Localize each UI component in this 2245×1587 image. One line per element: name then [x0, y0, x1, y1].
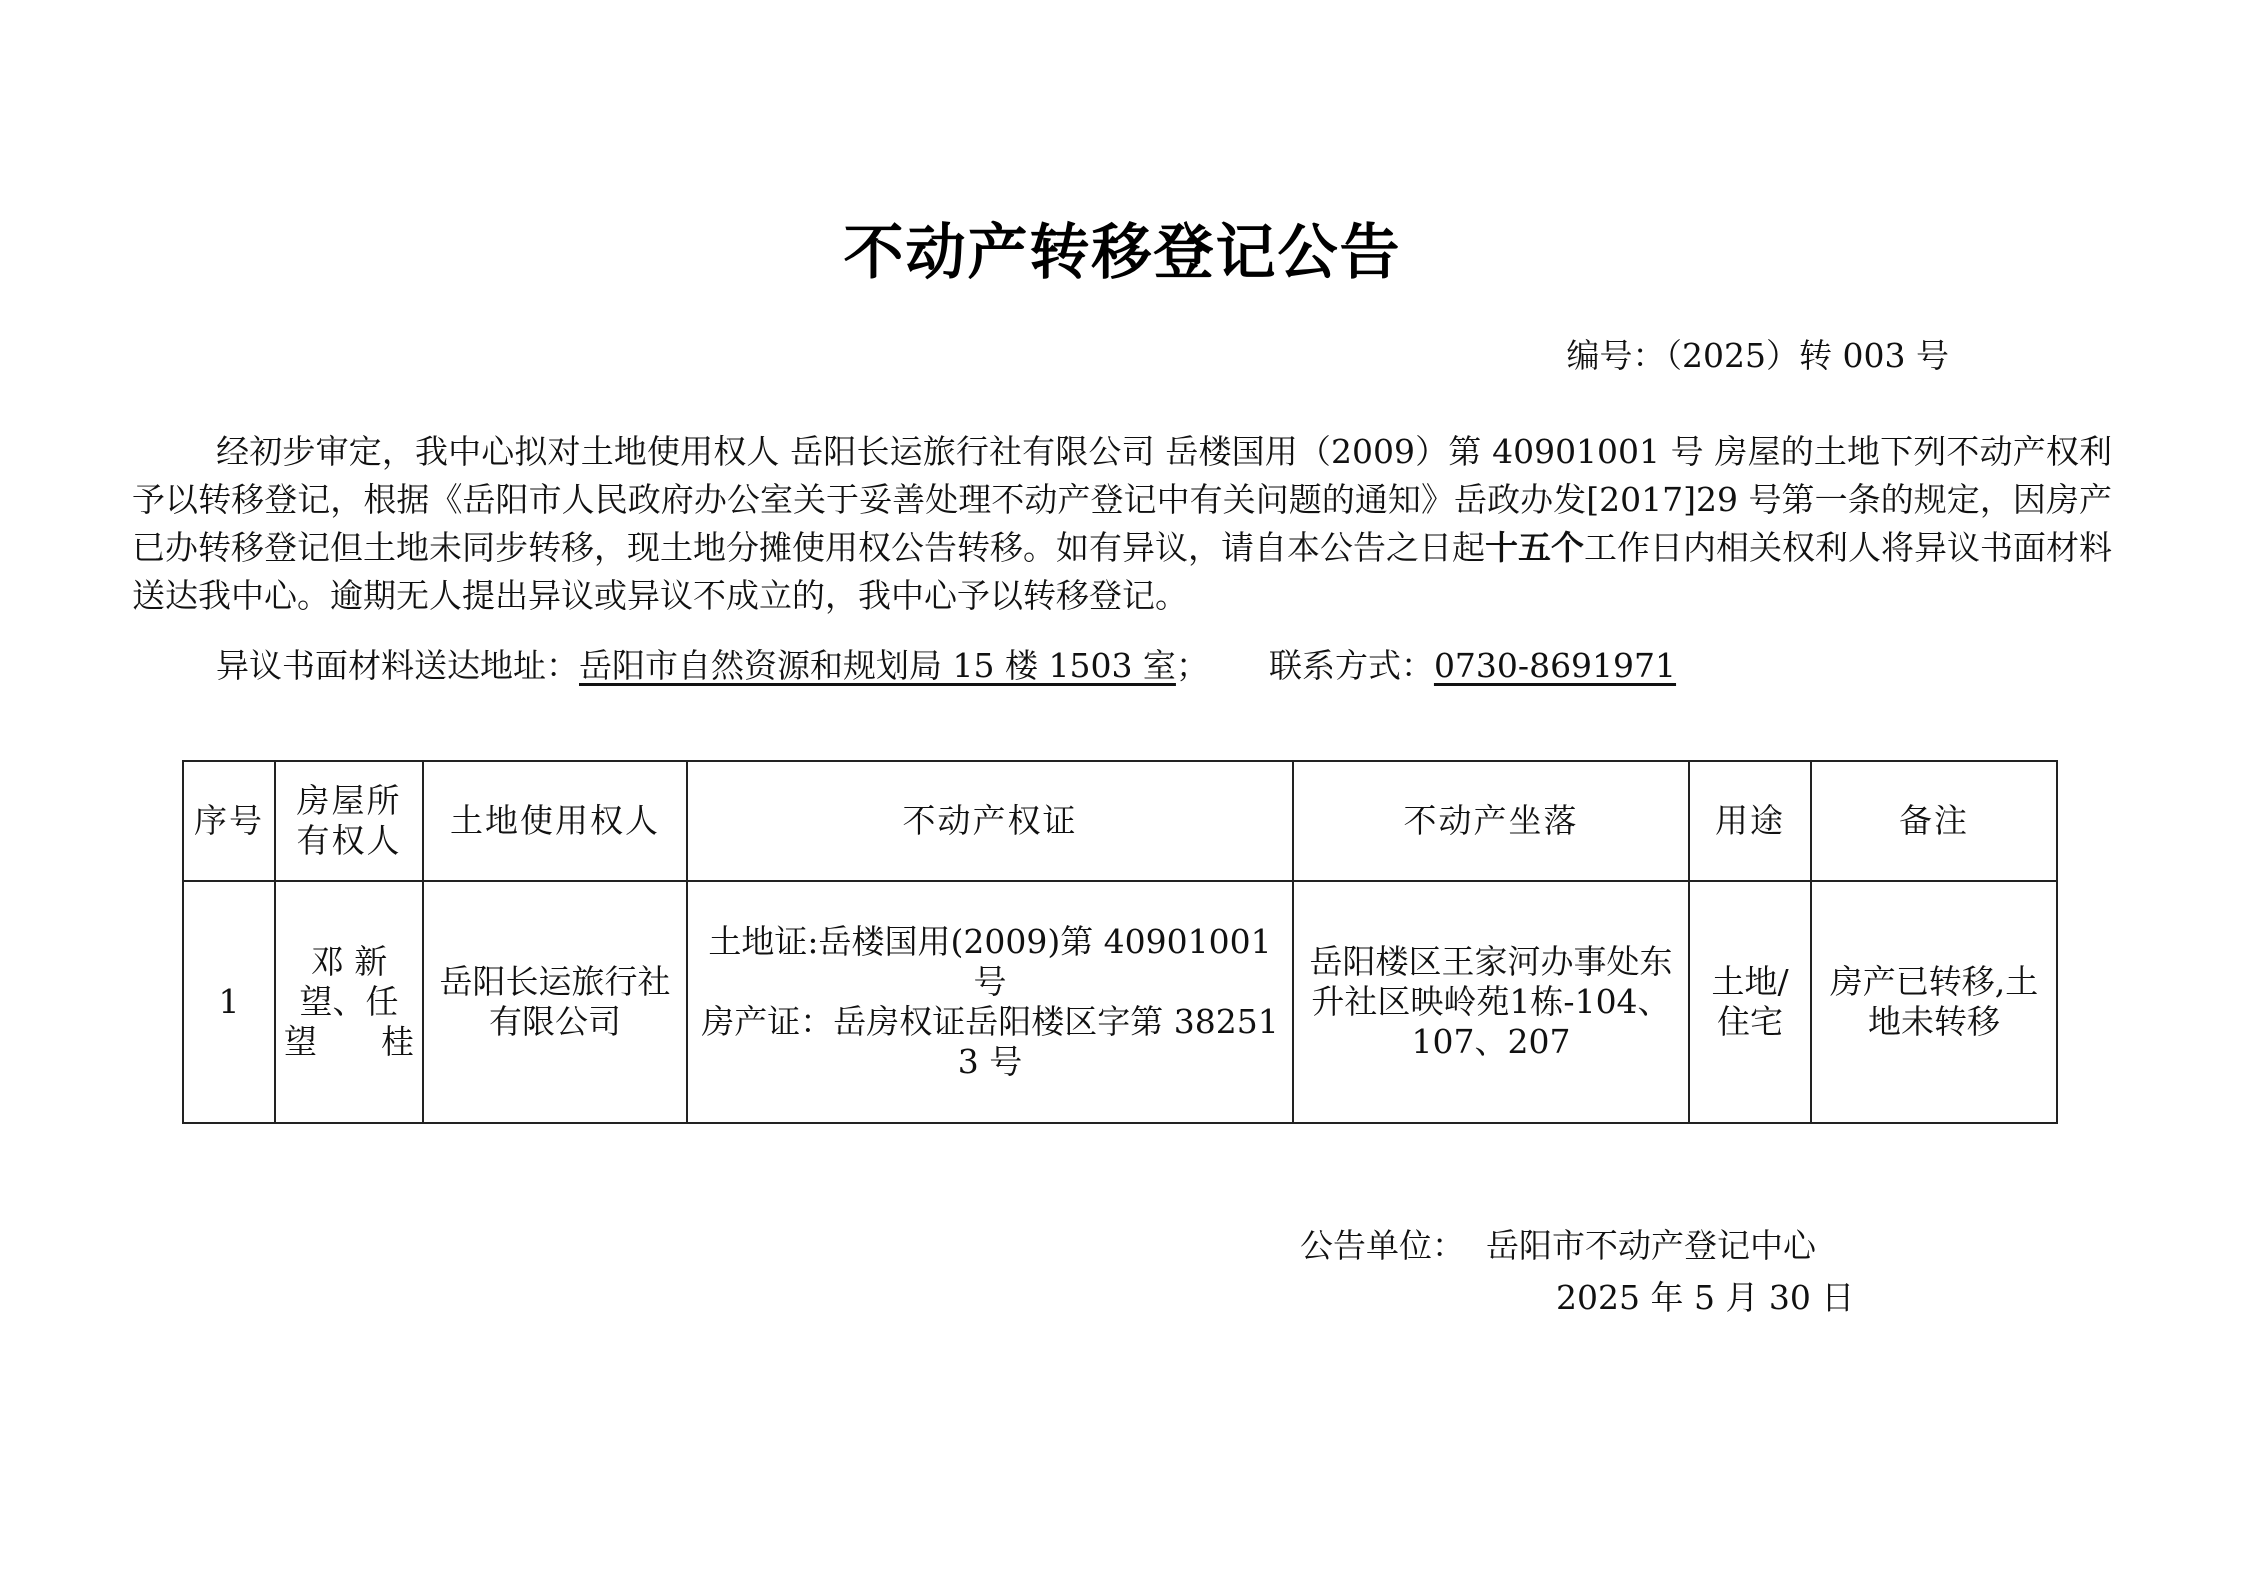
table-header-row	[183, 761, 2057, 881]
header-certificate: 不动产权证	[687, 761, 1293, 881]
cell-house-owner: 邓 新望、任望桂	[275, 881, 423, 1123]
page-title: 不动产转移登记公告	[843, 218, 1402, 288]
notice-body	[132, 428, 2112, 620]
cell-location: 岳阳楼区王家河办事处东升社区映岭苑1栋-104、107、207	[1293, 881, 1689, 1123]
registration-table	[182, 760, 2058, 1124]
issue-date: 2025 年 5 月 30 日	[1556, 1278, 1855, 1317]
issuer-label: 公告单位：	[1300, 1226, 1465, 1265]
table-row	[183, 881, 2057, 1123]
address-label: 异议书面材料送达地址：	[216, 646, 579, 685]
cell-serial: 1	[183, 881, 275, 1123]
cell-certificate	[687, 881, 1293, 1123]
contact-line	[216, 640, 1676, 687]
cell-land-user: 岳阳长运旅行社有限公司	[423, 881, 687, 1123]
phone-label: 联系方式：	[1268, 646, 1434, 685]
header-usage: 用途	[1689, 761, 1811, 881]
certificate-land: 土地证:岳楼国用(2009)第 40901001 号	[708, 922, 1272, 1001]
cell-remark: 房产已转移,土地未转移	[1811, 881, 2057, 1123]
address-separator: ；	[1175, 646, 1209, 685]
header-remark: 备注	[1811, 761, 2057, 881]
phone-value: 0730-8691971	[1433, 646, 1677, 685]
certificate-house: 房产证：岳房权证岳阳楼区字第 382513 号	[701, 1002, 1279, 1081]
header-serial: 序号	[183, 761, 275, 881]
issuer-name: 岳阳市不动产登记中心	[1485, 1226, 1816, 1265]
issuer-line	[1300, 1220, 1816, 1267]
notice-body-part2: 工作日内相关权利人将异议书面材料送达我中心。逾期无人提出异议或异议不成立的，我中心予以转移登记。	[132, 528, 2112, 615]
document-number: 编号：（2025）转 003 号	[1566, 336, 1949, 375]
address-value: 岳阳市自然资源和规划局 15 楼 1503 室	[579, 646, 1176, 685]
header-location: 不动产坐落	[1293, 761, 1689, 881]
cell-usage: 土地/住宅	[1689, 881, 1811, 1123]
header-land-user: 土地使用权人	[423, 761, 687, 881]
notice-deadline: 十五个	[1485, 528, 1584, 567]
notice-body-part1: 经初步审定，我中心拟对土地使用权人 岳阳长运旅行社有限公司 岳楼国用（2009）第 40901001 号 房屋的土地下列不动产权利予以转移登记，根据《岳阳市人民政府办公室关于妥善处理不动产登记中有关问题的通知》岳政办发[2017]29 号第一条的规定，因房产已办转移登记但土地未同步转移，现土地分摊使用权公告转移。如有异议，请自本公告之日起	[132, 432, 2112, 567]
header-house-owner: 房屋所有权人	[275, 761, 423, 881]
